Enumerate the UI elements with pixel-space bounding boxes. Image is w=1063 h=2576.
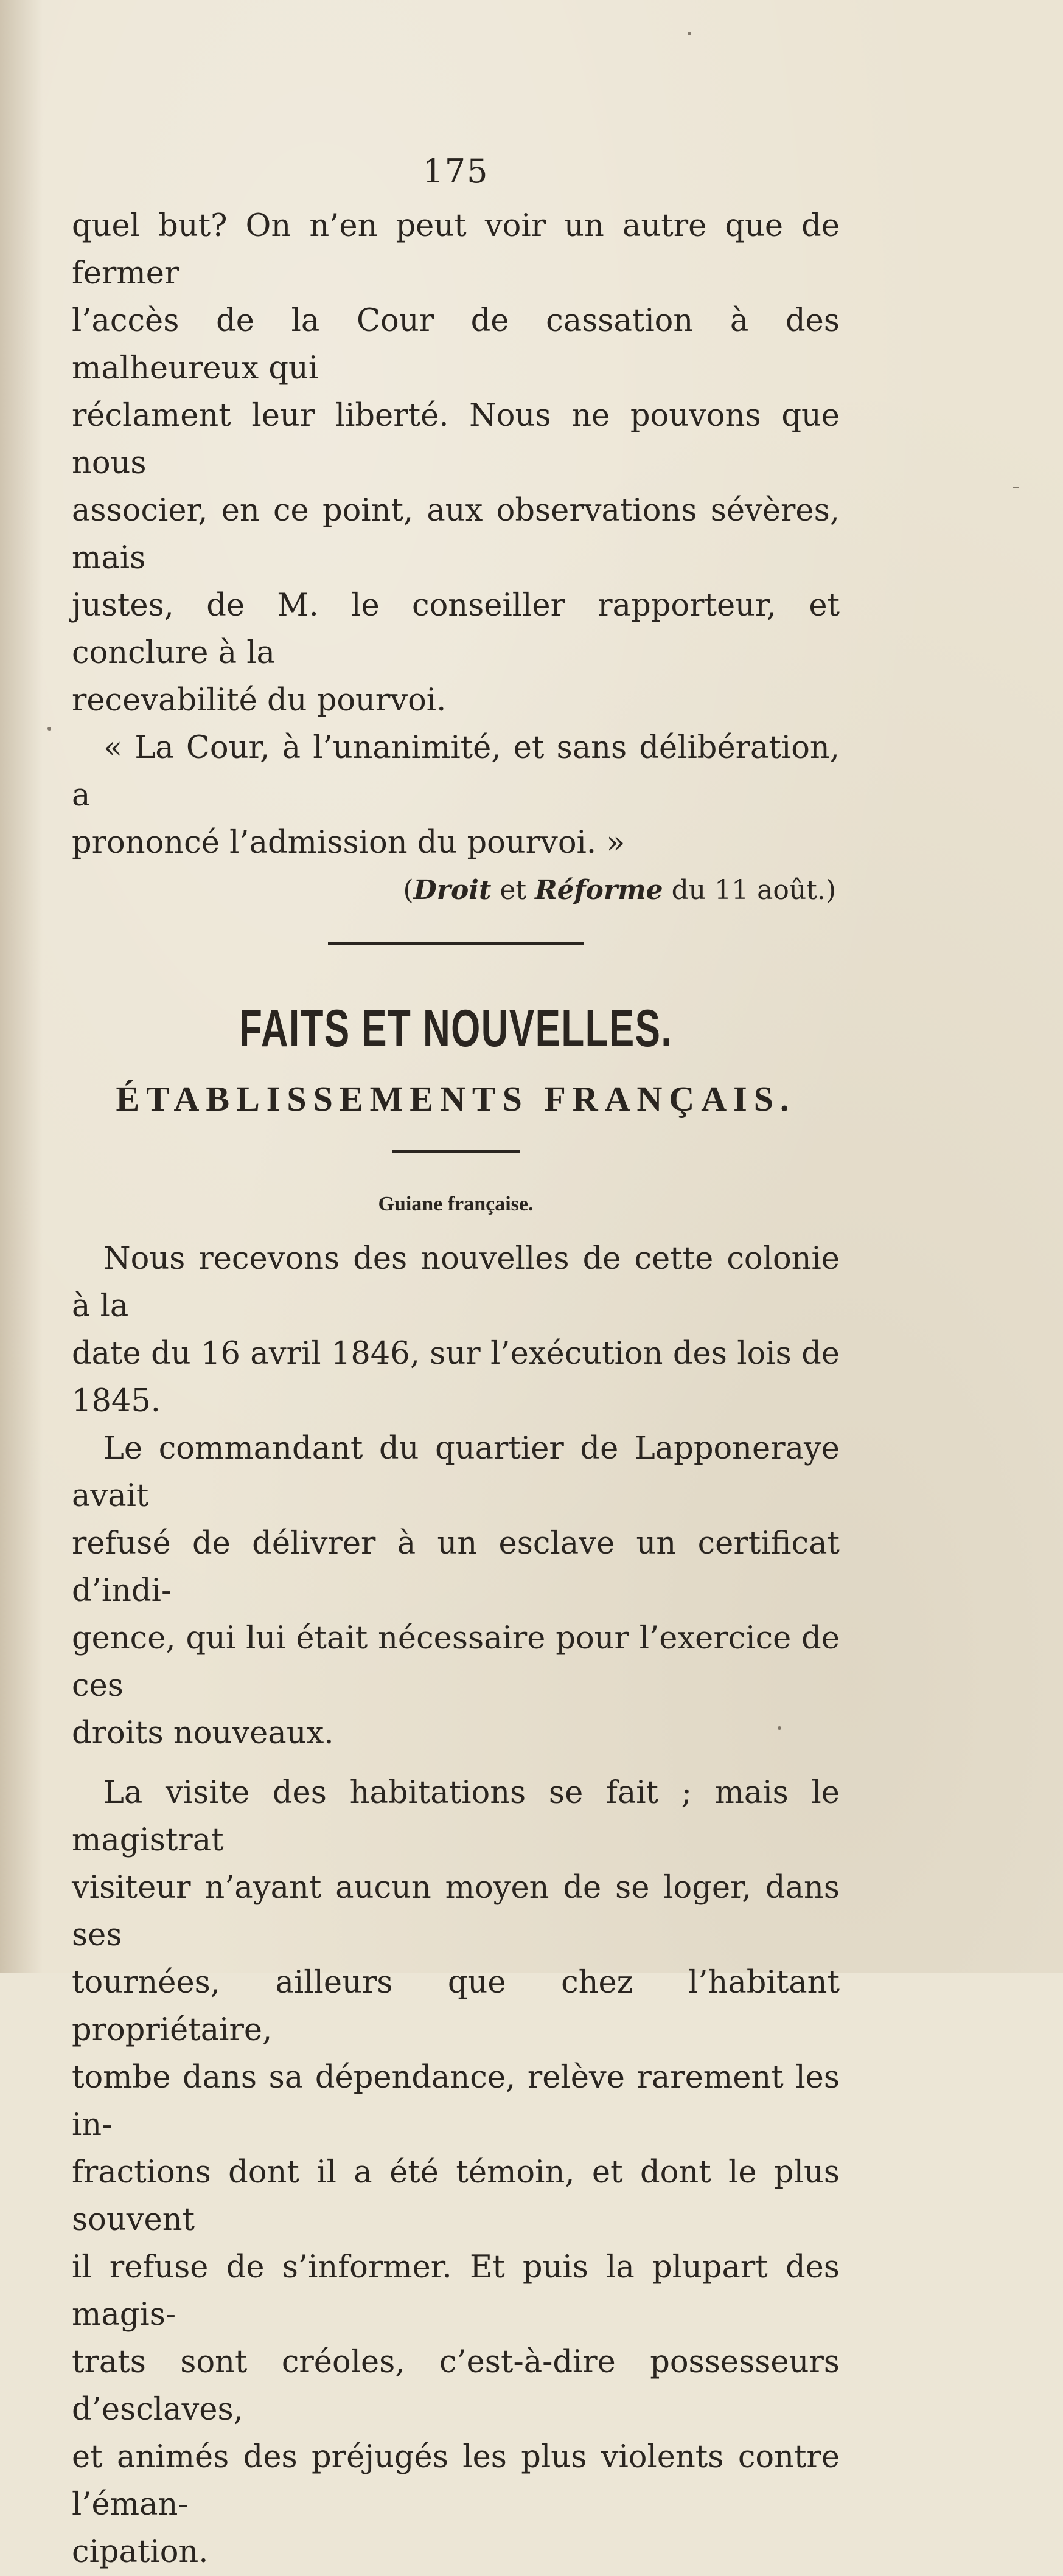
subsection-heading: Guiane française. — [378, 1193, 534, 1215]
page-text — [72, 152, 840, 2576]
page-number: 175 — [422, 152, 489, 190]
paper-speck — [47, 727, 51, 731]
article-paragraph — [72, 1235, 840, 1425]
text-line: Le commandant du quartier de Lapponeraye avait — [72, 1431, 840, 1514]
text-line: date du 16 avril 1846, sur l’exécution des lois de 1845. — [72, 1336, 840, 1419]
text-line: La visite des habitations se fait ; mais le magistrat — [72, 1775, 840, 1858]
text-line: fractions dont il a été témoin, et dont le plus souvent — [72, 2154, 840, 2238]
text-line: recevabilité du pourvoi. — [72, 682, 447, 718]
section-subtitle: ÉTABLISSEMENTS FRANÇAIS. — [116, 1079, 796, 1119]
text-line: visiteur n’ayant aucun moyen de se loger, dans ses — [72, 1870, 840, 1953]
article-paragraph — [72, 1425, 840, 1757]
page-gutter-shadow — [0, 0, 43, 1973]
text-line: quel but? On n’en peut voir un autre que de fermer — [72, 208, 840, 291]
text-line: droits nouveaux. — [72, 1715, 334, 1751]
text-line: réclament leur liberté. Nous ne pouvons que nous — [72, 398, 840, 481]
text-line: tombe dans sa dépendance, relève rarement les in- — [72, 2060, 840, 2143]
text-line: l’accès de la Cour de cassation à des malheureux qui — [72, 303, 840, 386]
continuation-paragraph — [72, 203, 840, 724]
text-line: justes, de M. le conseiller rapporteur, et conclure à la — [72, 588, 840, 671]
text-line: tournées, ailleurs que chez l’habitant propriétaire, — [72, 1965, 840, 2048]
text-line: trats sont créoles, c’est-à-dire possesseurs d’esclaves, — [72, 2344, 840, 2428]
text-line: associer, en ce point, aux observations sévères, mais — [72, 493, 840, 576]
section-divider — [328, 942, 584, 945]
paper-speck — [688, 32, 691, 35]
section-title: FAITS ET NOUVELLES. — [239, 999, 672, 1058]
text-line: « La Cour, à l’unanimité, et sans délibération, a — [72, 730, 840, 813]
text-line: Nous recevons des nouvelles de cette colonie à la — [72, 1241, 840, 1324]
text-line: il refuse de s’informer. Et puis la plupart des magis- — [72, 2249, 840, 2333]
text-line: refusé de délivrer à un esclave un certificat d’indi- — [72, 1526, 840, 1609]
text-line: et animés des préjugés les plus violents contre l’éman- — [72, 2439, 840, 2522]
publication-name: Droit — [413, 875, 492, 906]
court-quote — [72, 724, 840, 867]
subsection-divider — [392, 1150, 520, 1153]
text-line: prononcé l’admission du pourvoi. » — [72, 825, 626, 861]
publication-name: Réforme — [535, 875, 663, 906]
text-line: gence, qui lui était nécessaire pour l’exercice de ces — [72, 1620, 840, 1704]
text-line: cipation. — [72, 2534, 209, 2570]
article-paragraph — [72, 1769, 840, 2576]
paper-speck — [1013, 487, 1019, 488]
source-citation: (Droit et Réforme du 11 août.) — [403, 875, 836, 906]
